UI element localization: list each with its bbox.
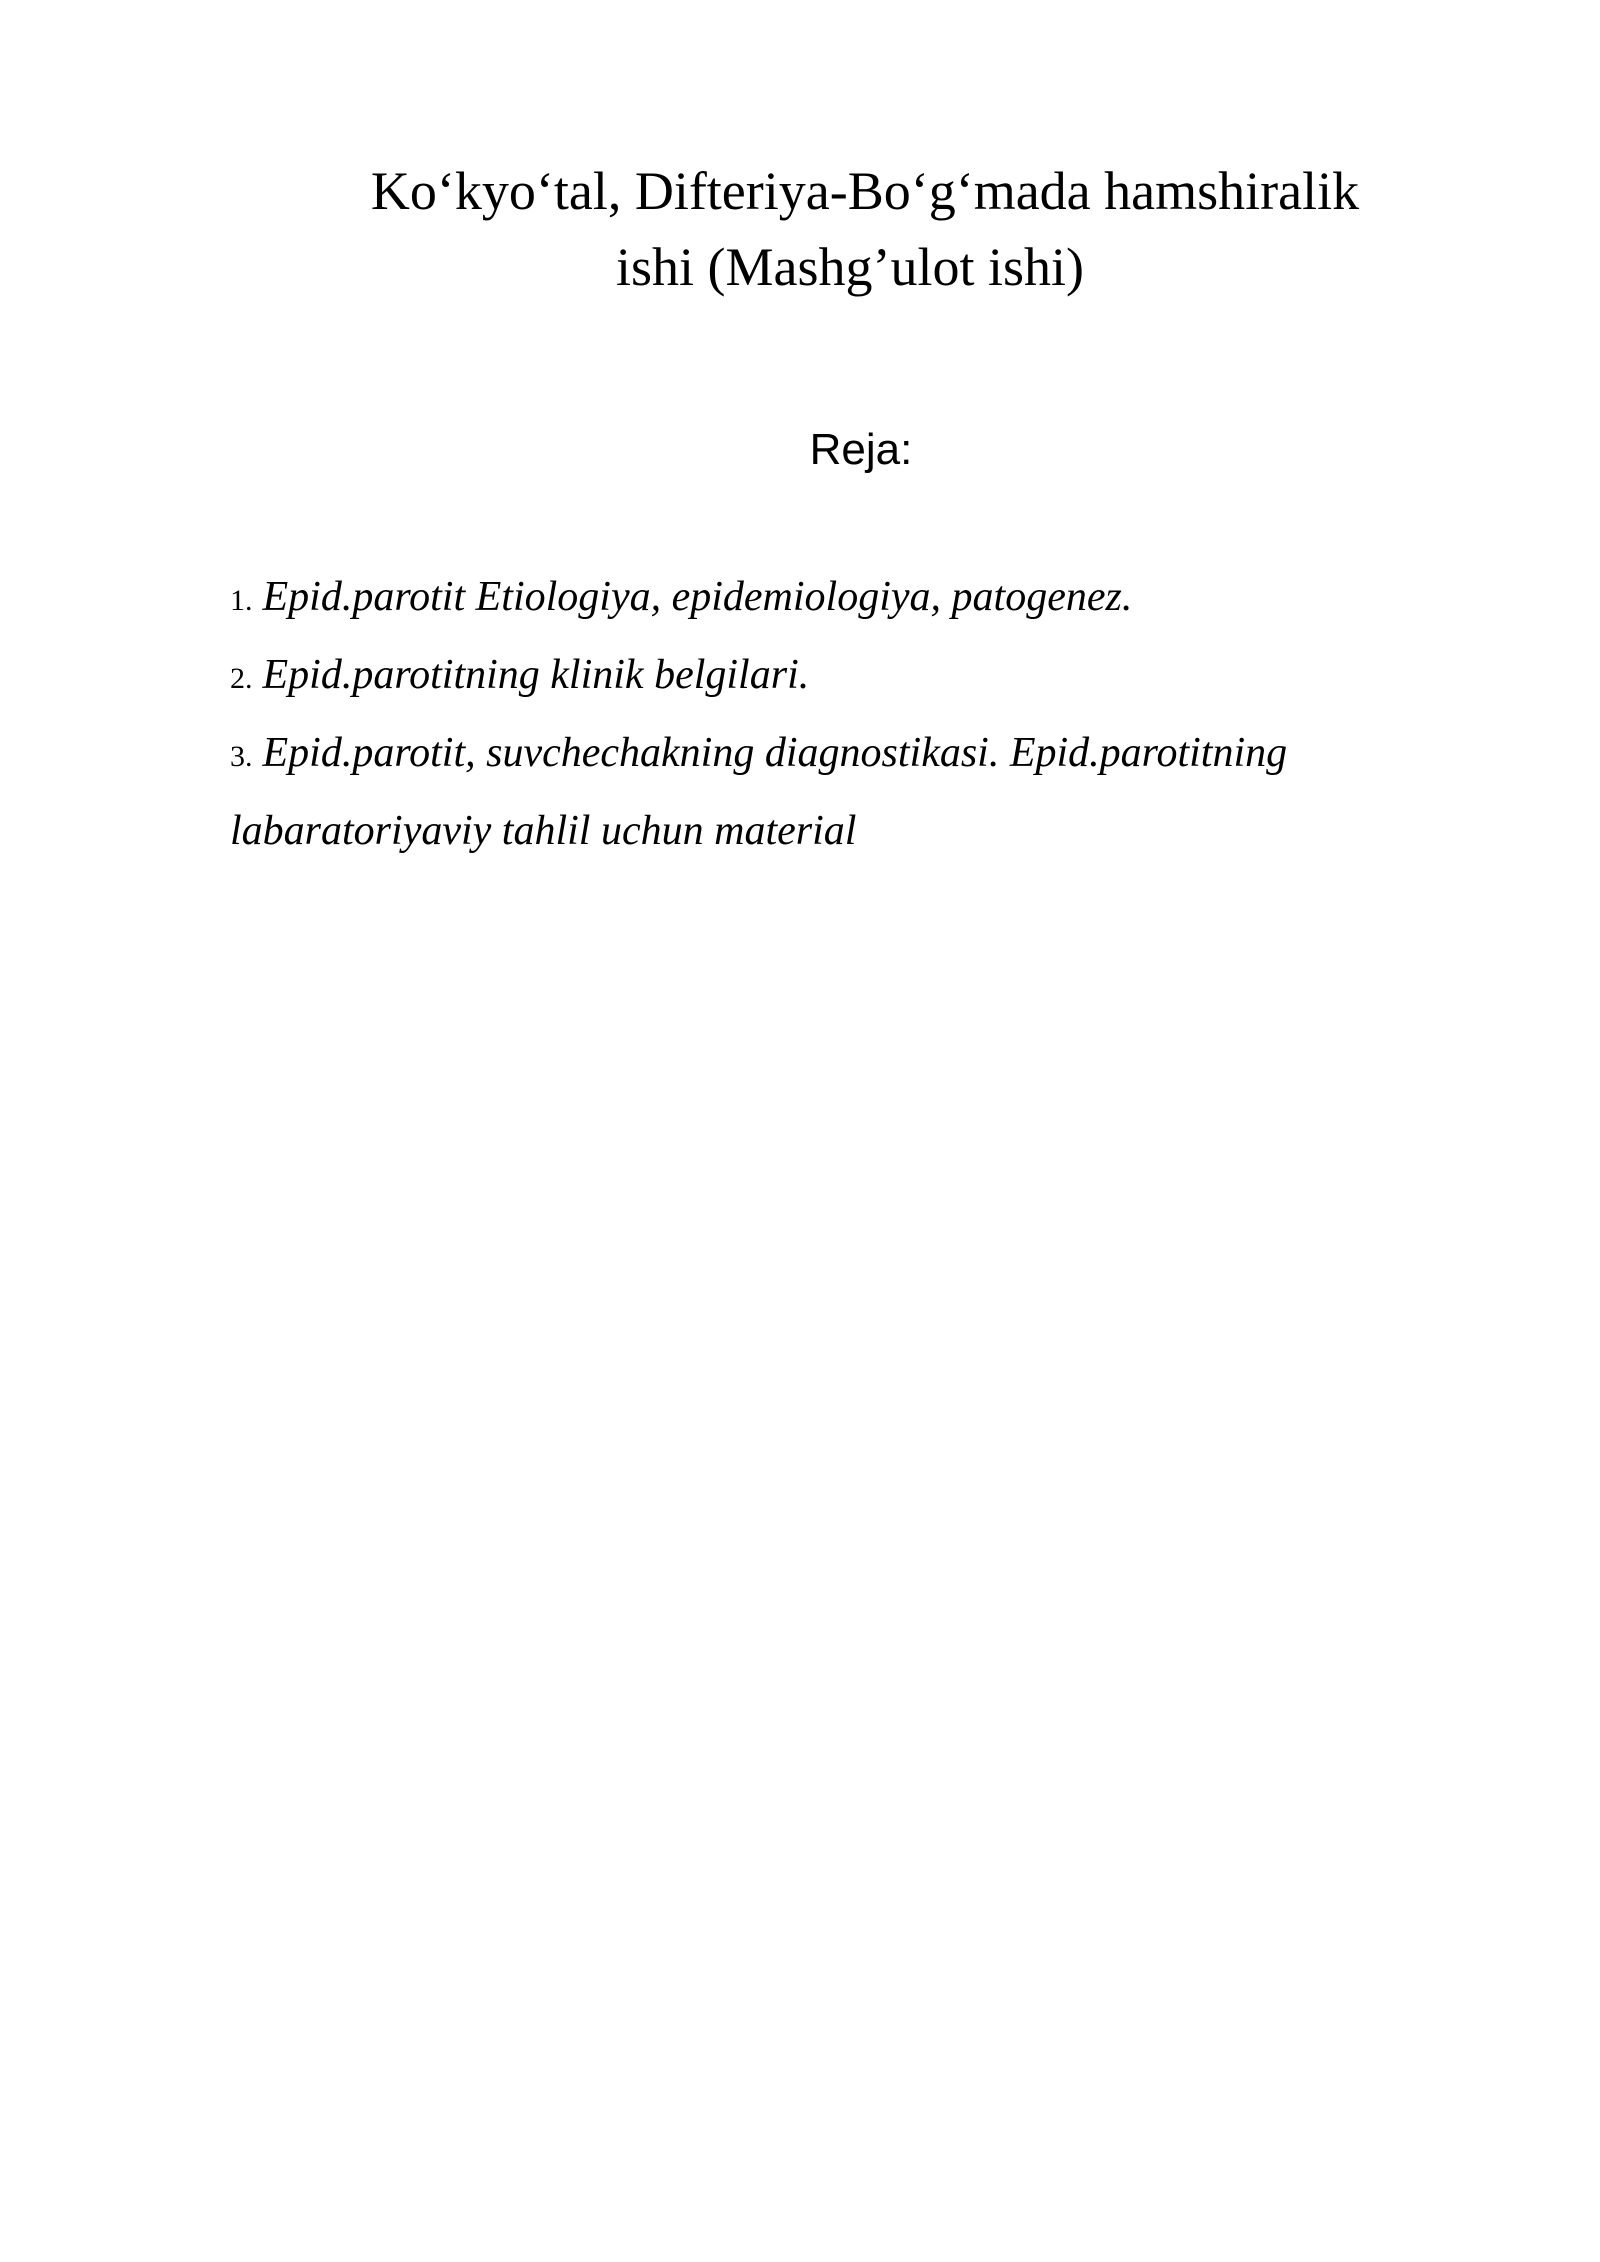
plan-item-number: 1. — [230, 584, 253, 617]
plan-item — [230, 560, 1410, 638]
title-line-2: ishi (Mashg’ulot ishi) — [616, 237, 1084, 297]
plan-item-text: Epid.parotitning klinik belgilari. — [262, 652, 810, 698]
plan-item-number: 3. — [230, 740, 253, 773]
plan-heading: Reja: — [809, 425, 913, 474]
title-line-1: Ko‘kyo‘tal, Difteriya-Bo‘g‘mada hamshiralik — [370, 161, 1360, 221]
plan-item-text: Epid.parotit Etiologiya, epidemiologiya, patogenez. — [262, 574, 1133, 620]
plan-list — [230, 560, 1410, 869]
plan-item-text: Epid.parotit, suvchechakning diagnostikasi. Epid.parotitning labaratoriyaviy tahlil uchun material — [230, 730, 1288, 854]
plan-item — [230, 716, 1410, 869]
document-title — [200, 153, 1500, 305]
plan-item — [230, 638, 1410, 716]
plan-item-number: 2. — [230, 662, 253, 695]
